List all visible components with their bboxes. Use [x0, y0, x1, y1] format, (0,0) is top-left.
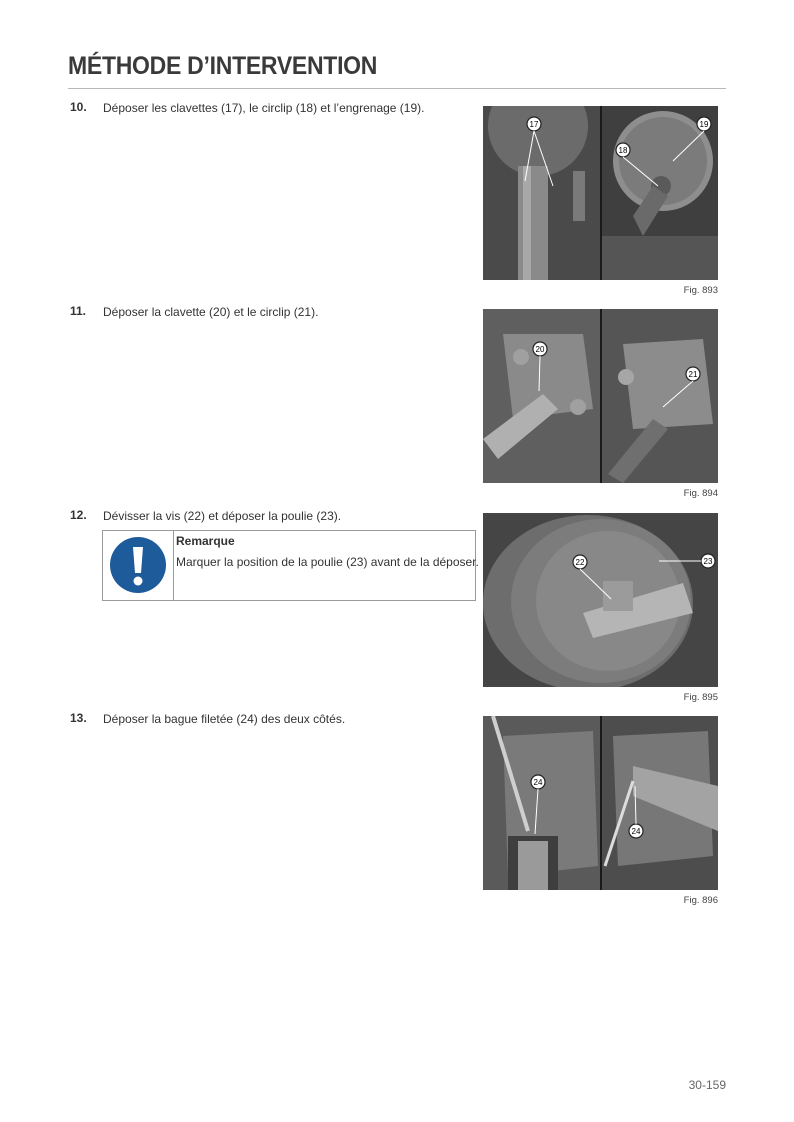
callout-18: 18 [618, 146, 628, 155]
note-title: Remarque [176, 534, 235, 548]
note-text: Marquer la position de la poulie (23) avant de la déposer. [176, 555, 479, 569]
callout-19: 19 [699, 120, 709, 129]
figure-893-photo [483, 106, 718, 280]
step-number: 12. [70, 508, 87, 522]
callout-24-left: 24 [533, 778, 543, 787]
callout-24-right: 24 [631, 827, 641, 836]
page-number: 30-159 [688, 1078, 726, 1092]
step-number: 11. [70, 304, 87, 318]
step-text: Déposer les clavettes (17), le circlip (18) et l’engrenage (19). [103, 101, 425, 115]
step-text: Dévisser la vis (22) et déposer la poulie (23). [103, 509, 342, 523]
step-number: 13. [70, 711, 87, 725]
title-divider [68, 88, 726, 89]
note-box [102, 530, 479, 601]
figure-895-photo [483, 513, 718, 687]
figure-896-photo [483, 716, 718, 890]
callout-21: 21 [688, 370, 698, 379]
figure-caption: Fig. 895 [683, 692, 718, 703]
page-title: MÉTHODE D’INTERVENTION [68, 52, 378, 80]
figure-caption: Fig. 896 [683, 895, 718, 906]
step-number: 10. [70, 100, 87, 114]
callout-20: 20 [535, 345, 545, 354]
callout-22: 22 [575, 558, 585, 567]
step-text: Déposer la bague filetée (24) des deux côtés. [103, 712, 346, 726]
figure-894-photo [483, 309, 718, 483]
figure-caption: Fig. 893 [683, 285, 718, 296]
callout-23: 23 [703, 557, 713, 566]
figure-caption: Fig. 894 [683, 488, 718, 499]
callout-17: 17 [529, 120, 539, 129]
exclamation-icon [109, 536, 167, 594]
note-icon-cell [103, 531, 174, 600]
step-text: Déposer la clavette (20) et le circlip (21). [103, 305, 319, 319]
